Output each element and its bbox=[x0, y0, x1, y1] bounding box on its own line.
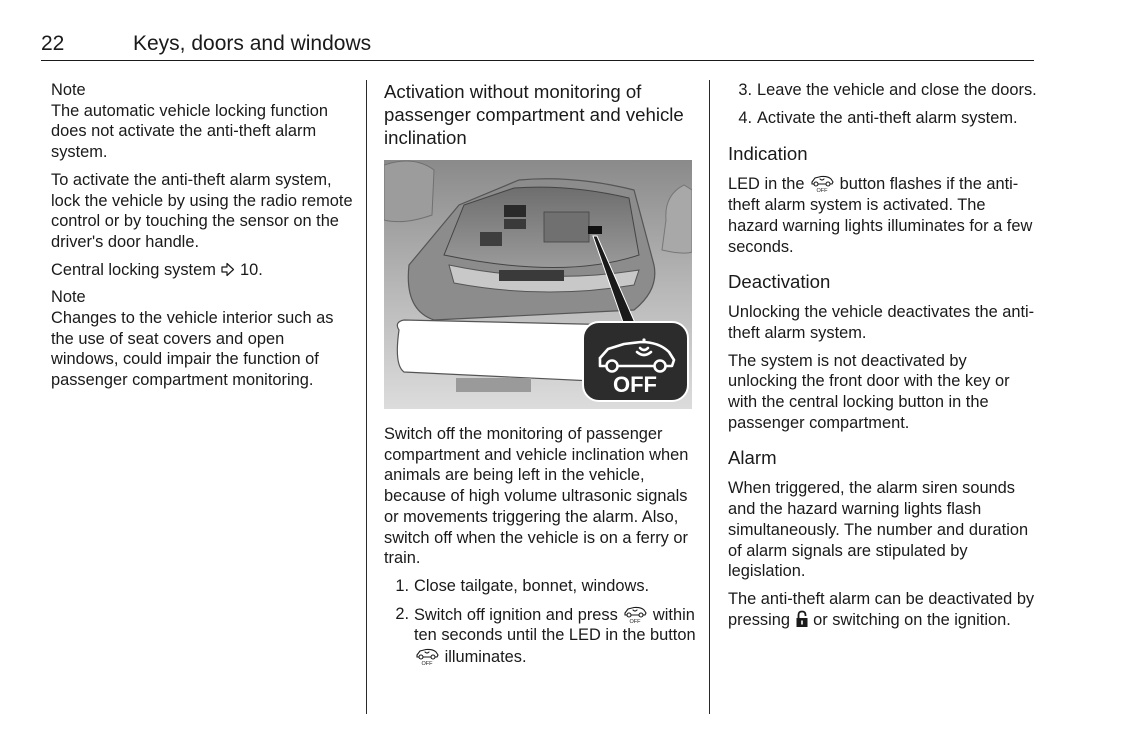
step-number: 3. bbox=[738, 81, 752, 99]
paragraph: Unlocking the vehicle deactivates the anti-theft alarm system. bbox=[728, 303, 1035, 342]
step-text: Leave the vehicle and close the doors. bbox=[757, 81, 1037, 99]
cross-reference[interactable] bbox=[51, 260, 356, 281]
note-label: Note bbox=[51, 81, 86, 99]
step-text: Close tailgate, bonnet, windows. bbox=[414, 576, 650, 595]
note-text: Changes to the vehicle interior such as the use of seat covers and open windows, could impair the function of passenger compartment monitoring. bbox=[51, 309, 334, 390]
step-item bbox=[384, 576, 696, 597]
step-text: Switch off ignition and press bbox=[414, 605, 618, 624]
paragraph: To activate the anti-theft alarm system, lock the vehicle by using the radio remote control or by touching the sensor on the driver's door handle. bbox=[51, 170, 353, 251]
page-number: 22 bbox=[41, 32, 65, 55]
cross-reference-text: Central locking system bbox=[51, 260, 216, 279]
unlock-icon bbox=[795, 610, 809, 628]
column-divider bbox=[709, 80, 710, 714]
page-header bbox=[41, 30, 1034, 61]
paragraph: Switch off the monitoring of passenger compartment and vehicle inclination when animals are being left in the vehicle, because of high volume ultrasonic signals or movements triggering the alarm. Also, switch off when the vehicle is on a ferry or train. bbox=[384, 425, 689, 568]
chapter-title: Keys, doors and windows bbox=[133, 32, 372, 55]
callout-off-label: OFF bbox=[613, 372, 657, 397]
step-item bbox=[384, 604, 696, 668]
steps-list bbox=[728, 80, 1040, 128]
monitoring-off-button-icon bbox=[414, 646, 440, 666]
step-item bbox=[728, 108, 1040, 129]
paragraph: The system is not deactivated by unlocking the front door with the key or with the central locking button in the passenger compartment. bbox=[728, 351, 1010, 432]
svg-text:OFF: OFF bbox=[816, 188, 828, 194]
step-item bbox=[728, 80, 1040, 101]
step-text: Activate the anti-theft alarm system. bbox=[757, 108, 1018, 127]
step-number: 2. bbox=[395, 604, 409, 623]
overhead-console-figure bbox=[384, 160, 692, 409]
svg-text:OFF: OFF bbox=[629, 618, 641, 624]
section-heading: Activation without monitoring of passenger compartment and vehicle inclination bbox=[384, 81, 684, 148]
column-left bbox=[51, 80, 356, 391]
alarm-heading: Alarm bbox=[728, 447, 777, 469]
indication-heading: Indication bbox=[728, 143, 808, 165]
step-number: 1. bbox=[395, 576, 409, 595]
column-middle bbox=[384, 80, 696, 668]
overhead-console-illustration bbox=[384, 160, 692, 409]
paragraph bbox=[728, 589, 1040, 630]
step-text: within ten seconds until the LED in the button bbox=[414, 605, 696, 645]
paragraph: When triggered, the alarm siren sounds and the hazard warning lights flash simultaneously. The number and duration of alarm signals are stipulated by legislation. bbox=[728, 479, 1029, 581]
cross-reference-page: 10. bbox=[240, 260, 263, 279]
alarm-text-b: or switching on the ignition. bbox=[813, 610, 1011, 629]
note-text: The automatic vehicle locking function does not activate the anti-theft alarm system. bbox=[51, 101, 328, 162]
svg-text:OFF: OFF bbox=[421, 661, 433, 667]
step-number: 4. bbox=[738, 108, 752, 127]
column-divider bbox=[366, 80, 367, 714]
indication-text bbox=[728, 173, 1040, 257]
indication-text-b: button flashes if the anti-theft alarm system is activated. The hazard warning lights illuminates for a few seconds. bbox=[728, 175, 1033, 256]
monitoring-off-button-icon bbox=[622, 604, 648, 624]
page-reference-arrow-icon bbox=[220, 262, 235, 277]
steps-list bbox=[384, 576, 696, 668]
deactivation-heading: Deactivation bbox=[728, 271, 831, 293]
note-label: Note bbox=[51, 288, 86, 307]
monitoring-off-button-icon bbox=[809, 173, 835, 193]
indication-text-a: LED in the bbox=[728, 175, 805, 194]
alarm-text-a: The anti-theft alarm can be deactivated by pressing bbox=[728, 589, 1035, 629]
column-right bbox=[728, 80, 1040, 630]
step-text: illuminates. bbox=[444, 648, 527, 667]
